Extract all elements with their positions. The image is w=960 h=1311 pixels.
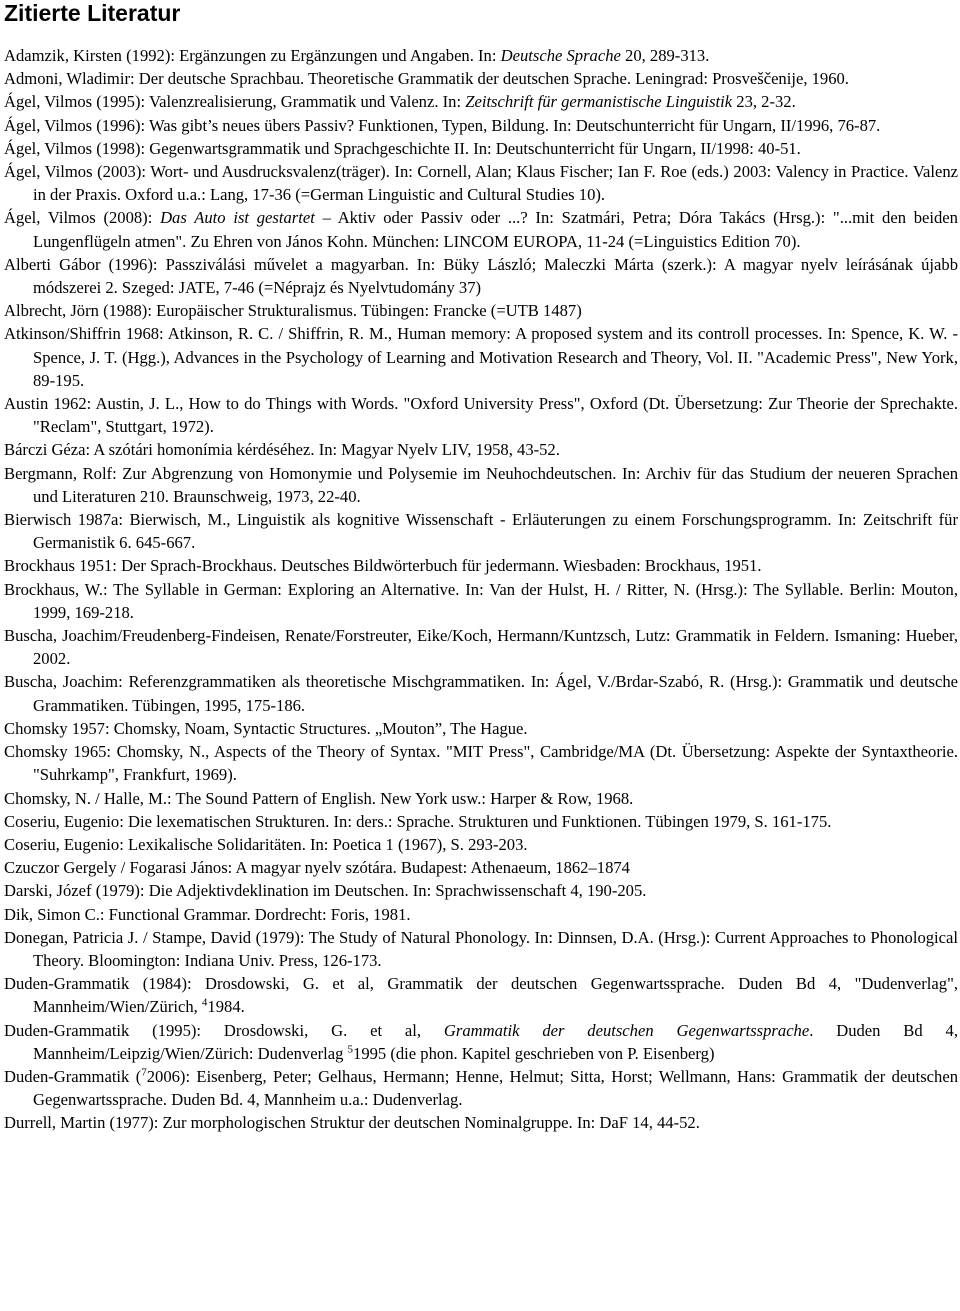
reference-entry bbox=[4, 1065, 958, 1111]
reference-entry bbox=[4, 810, 958, 833]
reference-entry bbox=[4, 856, 958, 879]
reference-text: Chomsky 1965: Chomsky, N., Aspects of the Theory of Syntax. "MIT Press", Cambridge/MA (Dt. Übersetzung: Aspekte der Syntaxtheorie. "Suhrkamp", Frankfurt, 1969). bbox=[4, 742, 958, 785]
reference-entry bbox=[4, 833, 958, 856]
reference-text: Chomsky, N. / Halle, M.: The Sound Pattern of English. New York usw.: Harper & Row, 1968. bbox=[4, 788, 634, 808]
reference-entry bbox=[4, 740, 958, 786]
reference-italic-title: Deutsche Sprache bbox=[500, 46, 621, 65]
reference-entry bbox=[4, 44, 958, 67]
reference-entry bbox=[4, 438, 958, 461]
reference-text: Duden-Grammatik ( bbox=[4, 1066, 142, 1086]
reference-italic-title: Das Auto ist gestartet bbox=[160, 208, 315, 228]
reference-text: 1995 (die phon. Kapitel geschrieben von P. Eisenberg) bbox=[353, 1043, 715, 1063]
reference-entry bbox=[4, 508, 958, 554]
reference-entry bbox=[4, 624, 958, 670]
reference-entry bbox=[4, 670, 958, 716]
reference-text: Ágel, Vilmos (2008): bbox=[4, 208, 161, 228]
reference-entry bbox=[4, 578, 958, 624]
reference-text: Brockhaus, W.: The Syllable in German: Exploring an Alternative. In: Van der Hulst, H. / Ritter, N. (Hrsg.): The Syllable. Berlin: Mouton, 1999, 169-218. bbox=[4, 579, 958, 622]
reference-text: Bárczi Géza: A szótári homonímia kérdéséhez. In: Magyar Nyelv LIV, 1958, 43-52. bbox=[4, 440, 560, 460]
reference-text: Duden-Grammatik (1984): Drosdowski, G. et al, Grammatik der deutschen Gegenwartssprache. Duden Bd 4, "Dudenverlag", Mannheim/Wien/Zürich, bbox=[4, 974, 958, 1017]
reference-italic-title: Zeitschrift für germanistische Linguistik bbox=[465, 92, 733, 112]
reference-text: Duden-Grammatik (1995): Drosdowski, G. et al, bbox=[4, 1020, 444, 1040]
reference-text: Chomsky 1957: Chomsky, Noam, Syntactic Structures. „Mouton”, The Hague. bbox=[4, 718, 528, 738]
reference-text: Ágel, Vilmos (1996): Was gibt’s neues übers Passiv? Funktionen, Typen, Bildung. In: Deutschunterricht für Ungarn, II/1996, 76-87. bbox=[4, 115, 881, 135]
reference-text: Adamzik, Kirsten (1992): Ergänzungen zu Ergänzungen und Angaben. In: bbox=[4, 46, 501, 65]
edition-superscript: 7 bbox=[141, 1066, 147, 1079]
reference-text: . Duden Bd 4, Mannheim/Leipzig/Wien/Zürich: Dudenverlag bbox=[33, 1020, 958, 1063]
reference-text: Buscha, Joachim: Referenzgrammatiken als theoretische Mischgrammatiken. In: Ágel, V./Brdar-Szabó, R. (Hrsg.): Grammatik und deutsche Grammatiken. Tübingen, 1995, 175-186. bbox=[4, 672, 958, 715]
page-title: Zitierte Literatur bbox=[4, 0, 181, 26]
reference-entry bbox=[4, 554, 958, 577]
reference-text: Brockhaus 1951: Der Sprach-Brockhaus. Deutsches Bildwörterbuch für jedermann. Wiesbaden: Brockhaus, 1951. bbox=[4, 556, 762, 576]
reference-text: Albrecht, Jörn (1988): Europäischer Strukturalismus. Tübingen: Francke (=UTB 1487) bbox=[4, 301, 582, 321]
reference-text: Austin 1962: Austin, J. L., How to do Things with Words. "Oxford University Press", Oxford (Dt. Übersetzung: Zur Theorie der Sprechakte. "Reclam", Stuttgart, 1972). bbox=[4, 394, 958, 437]
reference-text: Buscha, Joachim/Freudenberg-Findeisen, Renate/Forstreuter, Eike/Koch, Hermann/Kuntzsch, Lutz: Grammatik in Feldern. Ismaning: Hueber, 2002. bbox=[4, 626, 958, 669]
reference-entry bbox=[4, 67, 958, 90]
reference-entry bbox=[4, 787, 958, 810]
reference-text: Bierwisch 1987a: Bierwisch, M., Linguistik als kognitive Wissenschaft - Erläuterungen zu einem Forschungsprogramm. In: Zeitschrift für Germanistik 6. 645-667. bbox=[4, 510, 958, 553]
reference-text: Admoni, Wladimir: Der deutsche Sprachbau. Theoretische Grammatik der deutschen Sprache. Leningrad: Prosveščenije, 1960. bbox=[4, 69, 849, 89]
reference-entry bbox=[4, 1019, 958, 1065]
reference-entry bbox=[4, 206, 958, 252]
reference-text: Atkinson/Shiffrin 1968: Atkinson, R. C. / Shiffrin, R. M., Human memory: A proposed system and its controll processes. In: Spence, K. W. - Spence, J. T. (Hgg.), Advances in the Psychology of Learning and Motivation Research and Theory, Vol. II. "Academic Press", New York, 89-195. bbox=[4, 324, 958, 390]
reference-entry bbox=[4, 90, 958, 113]
reference-entry bbox=[4, 717, 958, 740]
reference-list bbox=[4, 44, 958, 1135]
reference-text: Bergmann, Rolf: Zur Abgrenzung von Homonymie und Polysemie im Neuhochdeutschen. In: Archiv für das Studium der neueren Sprachen und Literaturen 210. Braunschweig, 1973, 22-40. bbox=[4, 463, 958, 506]
reference-entry bbox=[4, 462, 958, 508]
reference-text: 23, 2-32. bbox=[732, 92, 796, 112]
reference-entry bbox=[4, 114, 958, 137]
reference-entry bbox=[4, 322, 958, 392]
reference-entry bbox=[4, 926, 958, 972]
reference-text: Ágel, Vilmos (2003): Wort- und Ausdrucksvalenz(träger). In: Cornell, Alan; Klaus Fischer; Ian F. Roe (eds.) 2003: Valency in Practice. Valenz in der Praxis. Oxford u.a.: Lang, 17-36 (=German Linguistic and Cultural Studies 10). bbox=[4, 162, 958, 205]
reference-entry bbox=[4, 137, 958, 160]
reference-entry bbox=[4, 253, 958, 299]
reference-entry bbox=[4, 299, 958, 322]
reference-italic-title: Grammatik der deutschen Gegenwartssprache bbox=[443, 1020, 810, 1040]
reference-text: Czuczor Gergely / Fogarasi János: A magyar nyelv szótára. Budapest: Athenaeum, 1862–1874 bbox=[4, 858, 630, 878]
reference-text: 20, 289-313. bbox=[620, 46, 710, 65]
reference-text: Alberti Gábor (1996): Passziválási művelet a magyarban. In: Büky László; Maleczki Márta (szerk.): A magyar nyelv leírásának újabb módszerei 2. Szeged: JATE, 7-46 (=Néprajz és Nyelvtudomány 37) bbox=[4, 254, 958, 298]
reference-text: 1984. bbox=[207, 997, 245, 1017]
reference-text: Dik, Simon C.: Functional Grammar. Dordrecht: Foris, 1981. bbox=[4, 904, 411, 924]
reference-text: Ágel, Vilmos (1995): Valenzrealisierung, Grammatik und Valenz. In: bbox=[4, 92, 466, 112]
edition-superscript: 5 bbox=[347, 1043, 354, 1056]
edition-superscript: 4 bbox=[201, 996, 208, 1009]
reference-entry bbox=[4, 160, 958, 206]
reference-entry bbox=[4, 903, 958, 926]
reference-text: Durrell, Martin (1977): Zur morphologischen Struktur der deutschen Nominalgruppe. In: DaF 14, 44-52. bbox=[4, 1113, 700, 1133]
reference-text: – Aktiv oder Passiv oder ...? In: Szatmári, Petra; Dóra Takács (Hrsg.): "...mit den beiden Lungenflügeln atmen". Zu Ehren von János Kohn. München: LINCOM EUROPA, 11-24 (=Linguistics Edition 70). bbox=[33, 208, 958, 251]
reference-entry bbox=[4, 879, 958, 902]
reference-entry bbox=[4, 1111, 958, 1134]
reference-text: Donegan, Patricia J. / Stampe, David (1979): The Study of Natural Phonology. In: Dinnsen, D.A. (Hrsg.): Current Approaches to Phonological Theory. Bloomington: Indiana Univ. Press, 126-173. bbox=[4, 927, 958, 970]
reference-entry bbox=[4, 392, 958, 438]
reference-text: Darski, Józef (1979): Die Adjektivdeklination im Deutschen. In: Sprachwissenschaft 4, 190-205. bbox=[4, 881, 647, 901]
reference-text: 2006): Eisenberg, Peter; Gelhaus, Hermann; Henne, Helmut; Sitta, Horst; Wellmann, Hans: Grammatik der deutschen Gegenwartssprache. Duden Bd. 4, Mannheim u.a.: Dudenverlag. bbox=[33, 1066, 958, 1110]
reference-entry bbox=[4, 972, 958, 1018]
reference-text: Coseriu, Eugenio: Lexikalische Solidaritäten. In: Poetica 1 (1967), S. 293-203. bbox=[4, 834, 528, 854]
reference-text: Ágel, Vilmos (1998): Gegenwartsgrammatik und Sprachgeschichte II. In: Deutschunterricht für Ungarn, II/1998: 40-51. bbox=[4, 138, 801, 158]
reference-text: Coseriu, Eugenio: Die lexematischen Strukturen. In: ders.: Sprache. Strukturen und Funktionen. Tübingen 1979, S. 161-175. bbox=[4, 811, 832, 831]
